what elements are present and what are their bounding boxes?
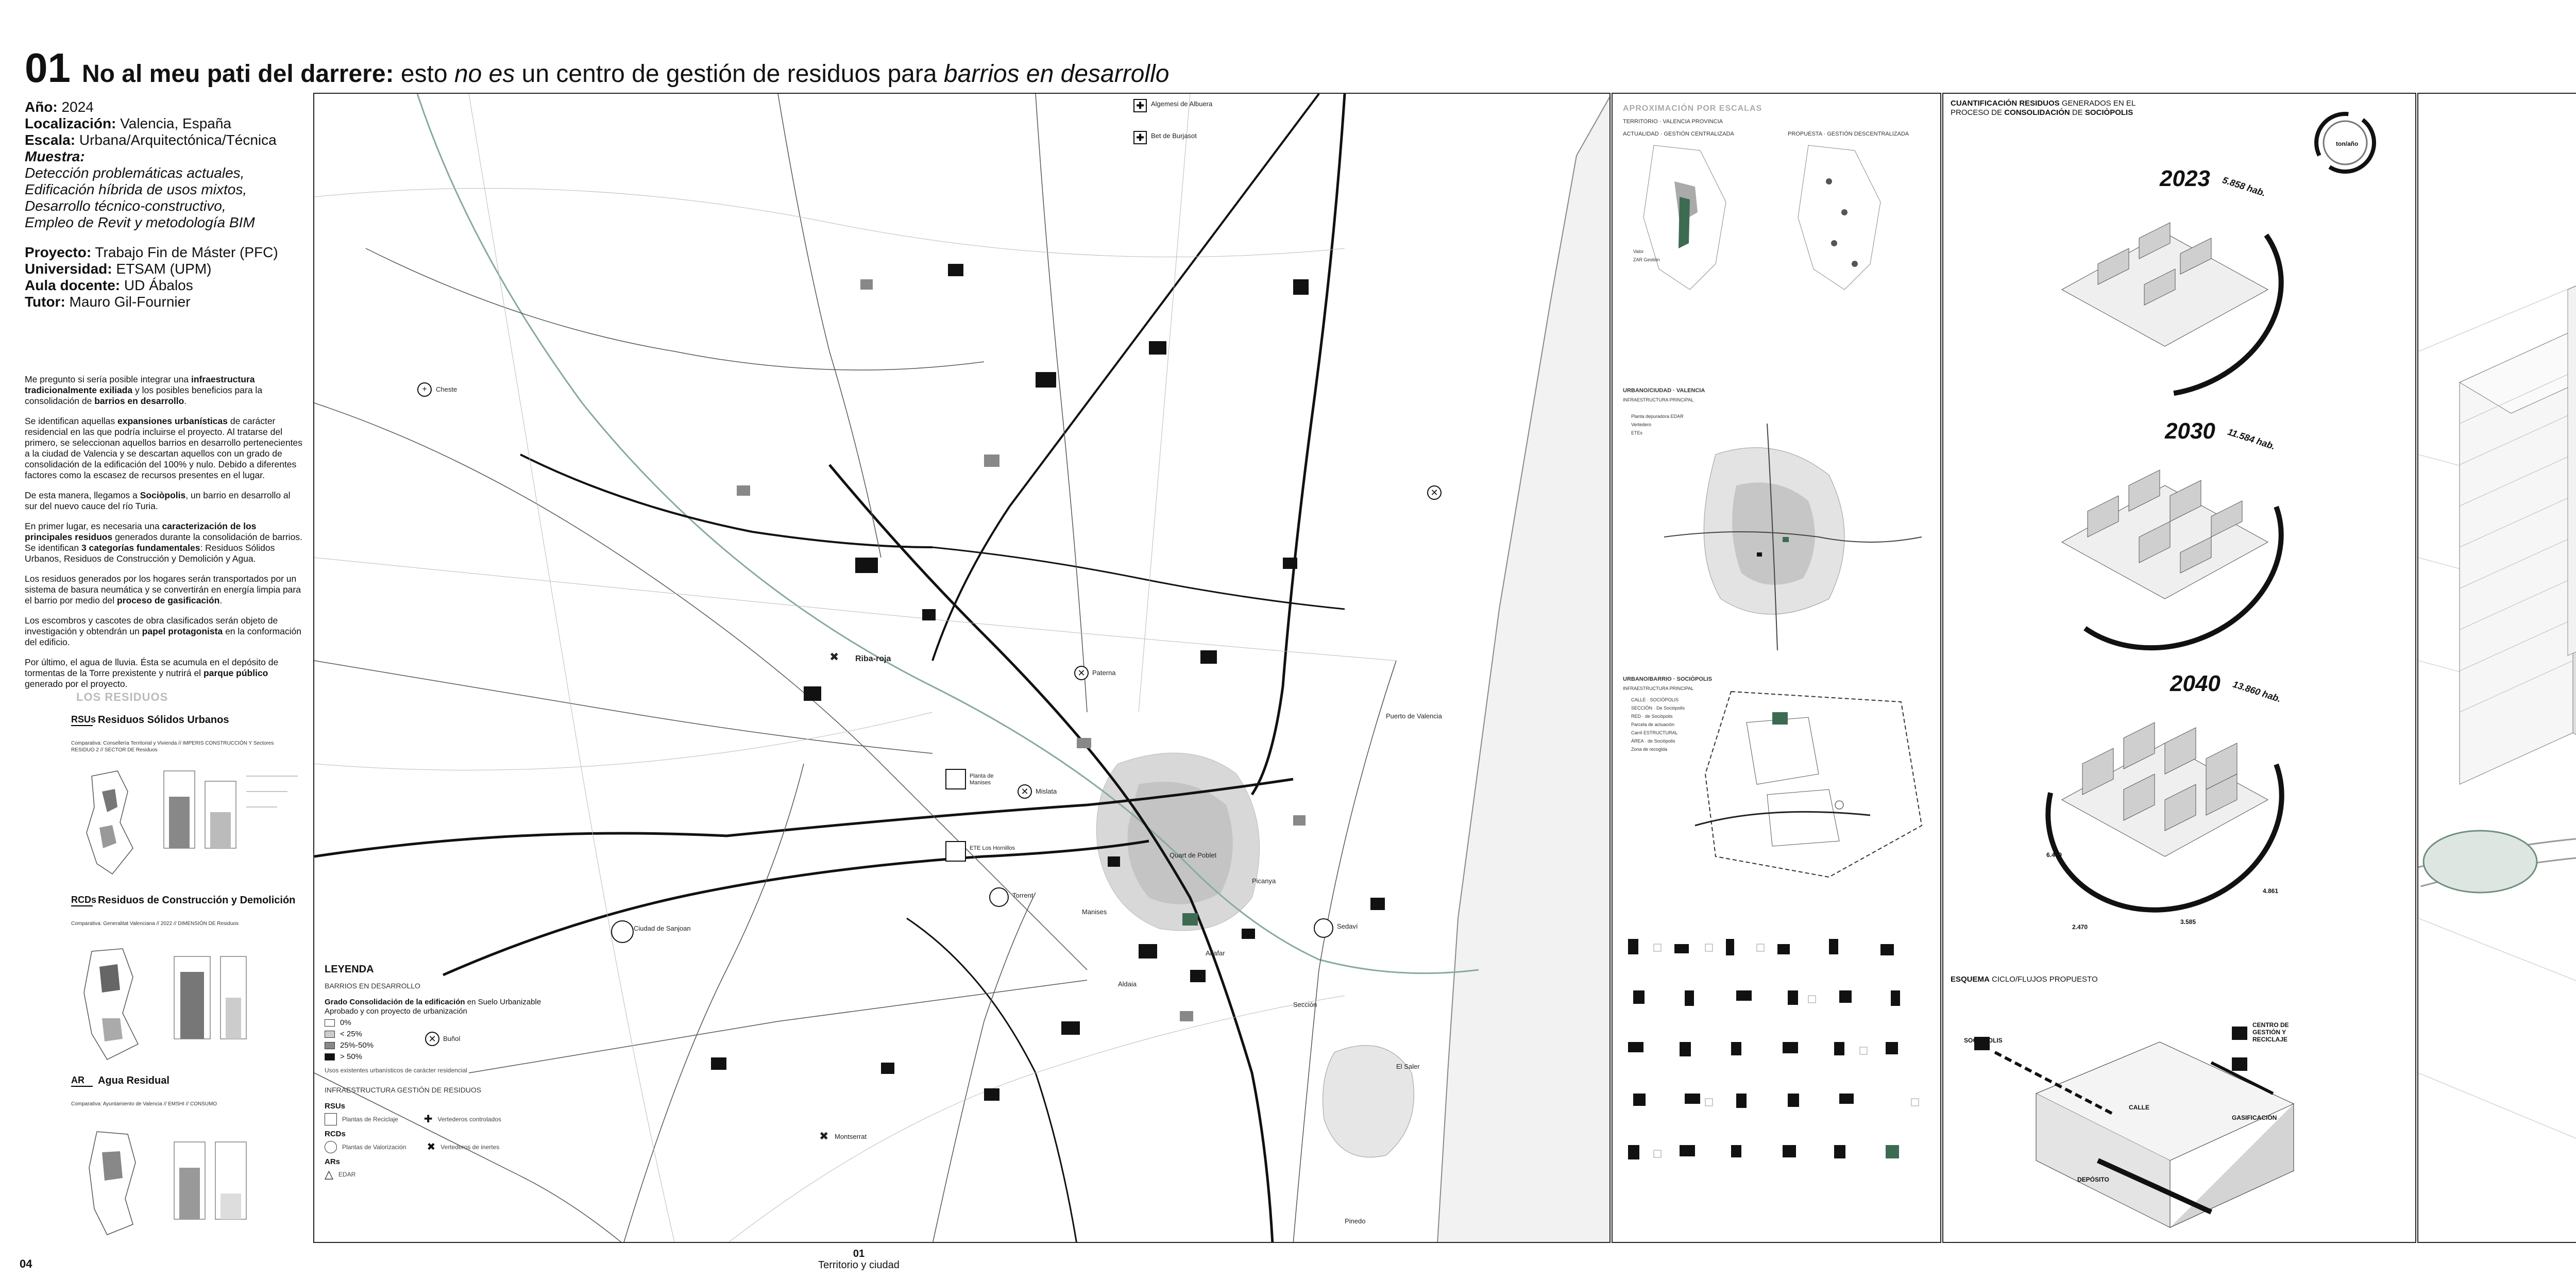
scales-key: Carril ESTRUCTURAL xyxy=(1631,730,1678,735)
map-label: Buñol xyxy=(443,1035,461,1042)
title-emph2: barrios en desarrollo xyxy=(943,60,1170,88)
title-bold: No al meu pati del darrere: xyxy=(81,60,394,88)
cross-marker-icon: ✖ xyxy=(819,1130,829,1142)
map-label: Alfafar xyxy=(1206,949,1225,957)
planta-marker xyxy=(945,769,966,789)
cross-circle-icon: ✕ xyxy=(425,1032,439,1046)
scales-column-label: PROPUESTA · GESTIÓN DESCENTRALIZADA xyxy=(1788,131,1909,137)
flow-label: SOCIÒPOLIS xyxy=(1964,1037,2003,1044)
map-label: El Saler xyxy=(1396,1063,1420,1070)
stage-population: 5.858 hab. xyxy=(2221,175,2267,198)
map-label: ETE Los Hornillos xyxy=(970,845,1015,851)
scales-subtitle: URBANO/CIUDAD · VALENCIA xyxy=(1623,388,1705,394)
cycle-flow-diagram xyxy=(1943,990,2407,1238)
cross-circle-icon: ✕ xyxy=(1074,666,1089,680)
scales-key: SECCIÓN · De Sociòpolis xyxy=(1631,705,1685,711)
info-sample-item: Empleo de Revit y metodología BIM xyxy=(25,214,255,230)
page-number-left: 04 xyxy=(20,1257,32,1270)
plus-icon: + xyxy=(417,382,432,397)
plus-marker-icon: ✚ xyxy=(1133,131,1147,144)
info-location: Localización: Valencia, España xyxy=(25,115,232,131)
axonometric-drawing xyxy=(2418,94,2576,1243)
stage-year: 2023 xyxy=(2160,166,2210,191)
footer-title xyxy=(2473,1248,2576,1271)
footer-label: Territorio y ciudad xyxy=(818,1259,900,1271)
flow-label: DEPÓSITO xyxy=(2077,1176,2109,1183)
flow-label: GASIFICACIÓN xyxy=(2232,1114,2277,1121)
circle-marker xyxy=(611,920,634,943)
info-classroom: Aula docente: UD Ábalos xyxy=(25,277,193,293)
legend-note: Usos existentes urbanísticos de carácter residencial xyxy=(325,1067,467,1074)
legend-title: LEYENDA xyxy=(325,964,374,975)
map-label: Paterna xyxy=(1092,669,1116,677)
map-label: Torrent xyxy=(1012,892,1033,899)
title-part2: un centro de gestión de residuos para xyxy=(515,60,944,88)
page-title xyxy=(82,62,1169,87)
circle-marker xyxy=(1314,918,1333,938)
paragraph: Los escombros y cascotes de obra clasificados serán objeto de investigación y obtendrán un papel protagonista en la conformación del edificio. xyxy=(25,615,301,647)
ete-marker xyxy=(945,841,966,862)
scales-key: ÁREA · de Sociòpolis xyxy=(1631,738,1675,744)
title-emph: no es xyxy=(454,60,515,88)
legend-level: < 25% xyxy=(325,1030,562,1039)
info-tutor: Tutor: Mauro Gil-Fournier xyxy=(25,294,191,310)
paragraph: En primer lugar, es necesaria una caracterización de los principales residuos generados durante la consolidación de barrios. Se identifican 3 categorías fundamentales: Residuos Sólidos Urbanos, Residuos de Construcción y Demolición y Agua. xyxy=(25,521,302,564)
legend-level: > 50% xyxy=(325,1052,562,1062)
map-label: Quart de Poblet xyxy=(1170,851,1217,859)
map-label: Aldaia xyxy=(1118,980,1137,988)
page-header xyxy=(25,47,1169,89)
scales-key: Parcela de actuación xyxy=(1631,722,1675,727)
legend-rcd-items: Plantas de Valorización ✖ Vertederos de inertes xyxy=(325,1141,562,1153)
waste-value: 6.470 xyxy=(2046,851,2062,859)
rcd-diagram xyxy=(71,941,303,1070)
scales-key: RED · de Sociòpolis xyxy=(1631,714,1673,719)
info-year: Año: 2024 xyxy=(25,99,94,115)
info-scale: Escala: Urbana/Arquitectónica/Técnica xyxy=(25,132,277,148)
quantification-panel xyxy=(1942,93,2416,1243)
scales-key: Valor xyxy=(1633,249,1644,254)
paragraph: Se identifican aquellas expansiones urbanísticas de carácter residencial en las que podría incluirse el proyecto. Al tratarse del primero, se seleccionan aquellos barrios en desarrollo pertenecientes a la ciudad de Valencia y se descartan aquellos con un grado de consolidación de la edificación del 100% y nulo. Debido a diferentes factores como la escasez de recursos presentes en el lugar. xyxy=(25,416,302,480)
map-label: Sección xyxy=(1293,1001,1317,1008)
rsu-diagram xyxy=(71,761,303,889)
project-description xyxy=(25,374,303,690)
footer-number: 01 xyxy=(853,1248,865,1259)
stage-year: 2040 xyxy=(2170,671,2221,696)
stage-population: 13.860 hab. xyxy=(2231,679,2282,704)
plus-marker-icon: ✚ xyxy=(1133,99,1147,112)
map-legend xyxy=(325,965,562,1182)
legend-level: 25%-50% xyxy=(325,1041,562,1050)
circle-marker xyxy=(989,887,1009,907)
scales-key: CALLE · SOCIÒPOLIS xyxy=(1631,697,1679,702)
info-project: Proyecto: Trabajo Fin de Máster (PFC) xyxy=(25,244,278,260)
neighbourhood-catalogue xyxy=(1613,929,1941,1238)
legend-ar-items: △ EDAR xyxy=(325,1168,356,1181)
stage-year: 2030 xyxy=(2165,418,2215,444)
map-label: Riba-roja xyxy=(855,654,891,663)
info-university: Universidad: ETSAM (UPM) xyxy=(25,261,212,277)
waste-title: Residuos de Construcción y Demolición xyxy=(98,895,296,906)
waste-source: Comparativa: Ayuntamiento de Valencia // EMSHI // CONSUMO xyxy=(71,1101,217,1107)
waste-title: Residuos Sólidos Urbanos xyxy=(98,714,229,726)
waste-title: Agua Residual xyxy=(98,1075,170,1086)
map-label: Pinedo xyxy=(1345,1217,1366,1225)
paragraph: De esta manera, llegamos a Sociòpolis, un barrio en desarrollo al sur del nuevo cauce del río Turia. xyxy=(25,490,291,511)
legend-ar-code: ARs xyxy=(325,1157,341,1166)
map-label: Manises xyxy=(1082,908,1107,916)
legend-rcd-code: RCDs xyxy=(325,1130,346,1138)
scales-panel xyxy=(1612,93,1941,1243)
info-sample-item: Edificación híbrida de usos mixtos, xyxy=(25,181,247,197)
footer-section xyxy=(807,1248,910,1271)
map-label: Ciudad de Sanjoan xyxy=(634,924,691,932)
paragraph: Me pregunto si sería posible integrar una infraestructura tradicionalmente exiliada y los posibles beneficios para la consolidación de barrios en desarrollo. xyxy=(25,374,263,406)
scales-subtitle: URBANO/BARRIO · SOCIÒPOLIS xyxy=(1623,676,1712,682)
legend-level: 0% xyxy=(325,1018,562,1028)
waste-code: AR xyxy=(71,1075,93,1087)
waste-value: 2.470 xyxy=(2072,923,2088,931)
territory-map xyxy=(313,93,1611,1243)
legend-section: INFRAESTRUCTURA GESTIÓN DE RESIDUOS xyxy=(325,1086,482,1094)
waste-section-tag: LOS RESIDUOS xyxy=(76,691,168,703)
info-sample-item: Detección problemáticas actuales, xyxy=(25,165,245,181)
stage-population: 11.584 hab. xyxy=(2226,426,2277,452)
scales-title: APROXIMACIÓN POR ESCALAS xyxy=(1623,104,1762,113)
map-label: Cheste xyxy=(436,385,457,393)
waste-source: Comparativa: Generalitat Valenciana // 2022 // DIMENSIÓN DE Residuos xyxy=(71,921,239,927)
scales-subtitle: TERRITORIO · VALENCIA PROVINCIA xyxy=(1623,119,1723,125)
info-sample-item: Desarrollo técnico-constructivo, xyxy=(25,198,226,214)
waste-value: 3.585 xyxy=(2180,918,2196,926)
paragraph: Por último, el agua de lluvia. Ésta se acumula en el depósito de tormentas de la Torre prexistente y nutrirá el parque público generado por el proyecto. xyxy=(25,657,279,689)
stage-2023-axo xyxy=(2031,156,2319,424)
waste-code: RSUs xyxy=(71,714,93,726)
map-label: Montserrat xyxy=(835,1133,867,1140)
project-info xyxy=(25,99,303,699)
waste-source: Comparativa: Consellería Territorial y Vivienda // IMPERIS CONSTRUCCIÓN Y Sectores RESIDUO 2 // SECTOR DE Residuos xyxy=(71,741,274,753)
scales-key: Vertedero xyxy=(1631,422,1652,427)
territory-scale-maps xyxy=(1613,140,1941,388)
quant-heading: CUANTIFICACIÓN RESIDUOS GENERADOS EN EL PROCESO DE CONSOLIDACIÓN DE SOCIÒPOLIS xyxy=(1951,99,2136,117)
map-label: Mislata xyxy=(1036,787,1057,795)
project-number: 01 xyxy=(25,45,71,91)
unit-label: ton/año xyxy=(2336,140,2359,147)
esquema-heading: ESQUEMA CICLO/FLUJOS PROPUESTO xyxy=(1951,975,2098,984)
legend-section: BARRIOS EN DESARROLLO xyxy=(325,982,420,990)
scales-key: Planta depuradora EDAR xyxy=(1631,414,1684,419)
title-part1: esto xyxy=(394,60,454,88)
flow-label: CALLE xyxy=(2129,1104,2149,1111)
map-label: Bet de Burjasot xyxy=(1151,132,1197,140)
cross-circle-icon: ✕ xyxy=(1427,485,1442,500)
paragraph: Los residuos generados por los hogares serán transportados por un sistema de basura neumática y se convertirán en energía limpia para el barrio por medio del proceso de gasificación. xyxy=(25,574,301,606)
scales-key: Zona de recogida xyxy=(1631,747,1668,752)
map-label: Puerto de Valencia xyxy=(1386,712,1442,720)
waste-code: RCDs xyxy=(71,895,93,906)
info-sample-label: Muestra: xyxy=(25,148,85,164)
map-label: Sedaví xyxy=(1337,922,1358,930)
map-label: Planta de Manises xyxy=(970,773,994,786)
waste-value: 4.861 xyxy=(2263,887,2279,895)
waste-block-ar xyxy=(71,1075,303,1245)
flow-label: CENTRO DE GESTIÓN Y RECICLAJE xyxy=(2252,1021,2289,1043)
waste-block-rsu xyxy=(71,714,303,889)
cross-marker-icon: ✖ xyxy=(829,650,839,663)
neighbourhood-scale-map xyxy=(1613,671,1941,887)
axonometric-view xyxy=(2417,93,2576,1243)
ar-diagram xyxy=(71,1121,303,1240)
scales-key: ZAR Gestión xyxy=(1633,257,1660,262)
scales-key: ETEs xyxy=(1631,430,1643,435)
scales-subtitle: INFRAESTRUCTURA PRINCIPAL xyxy=(1623,686,1694,691)
map-label: Picanya xyxy=(1252,877,1276,885)
legend-rsu-items: Plantas de Reciclaje ✚ Vertederos controlados xyxy=(325,1113,562,1125)
legend-rsu-code: RSUs xyxy=(325,1102,346,1111)
legend-degree: Grado Consolidación de la edificación en Suelo Urbanizable Aprobado y con proyecto de urbanización xyxy=(325,998,541,1016)
city-scale-map xyxy=(1613,382,1941,681)
waste-block-rcd xyxy=(71,895,303,1070)
map-label: Algemesi de Albuera xyxy=(1151,100,1213,108)
scales-subtitle: INFRAESTRUCTURA PRINCIPAL xyxy=(1623,397,1694,402)
stage-2030-axo xyxy=(2031,408,2319,676)
scales-column-label: ACTUALIDAD · GESTIÓN CENTRALIZADA xyxy=(1623,131,1734,137)
cross-circle-icon: ✕ xyxy=(1018,784,1032,799)
